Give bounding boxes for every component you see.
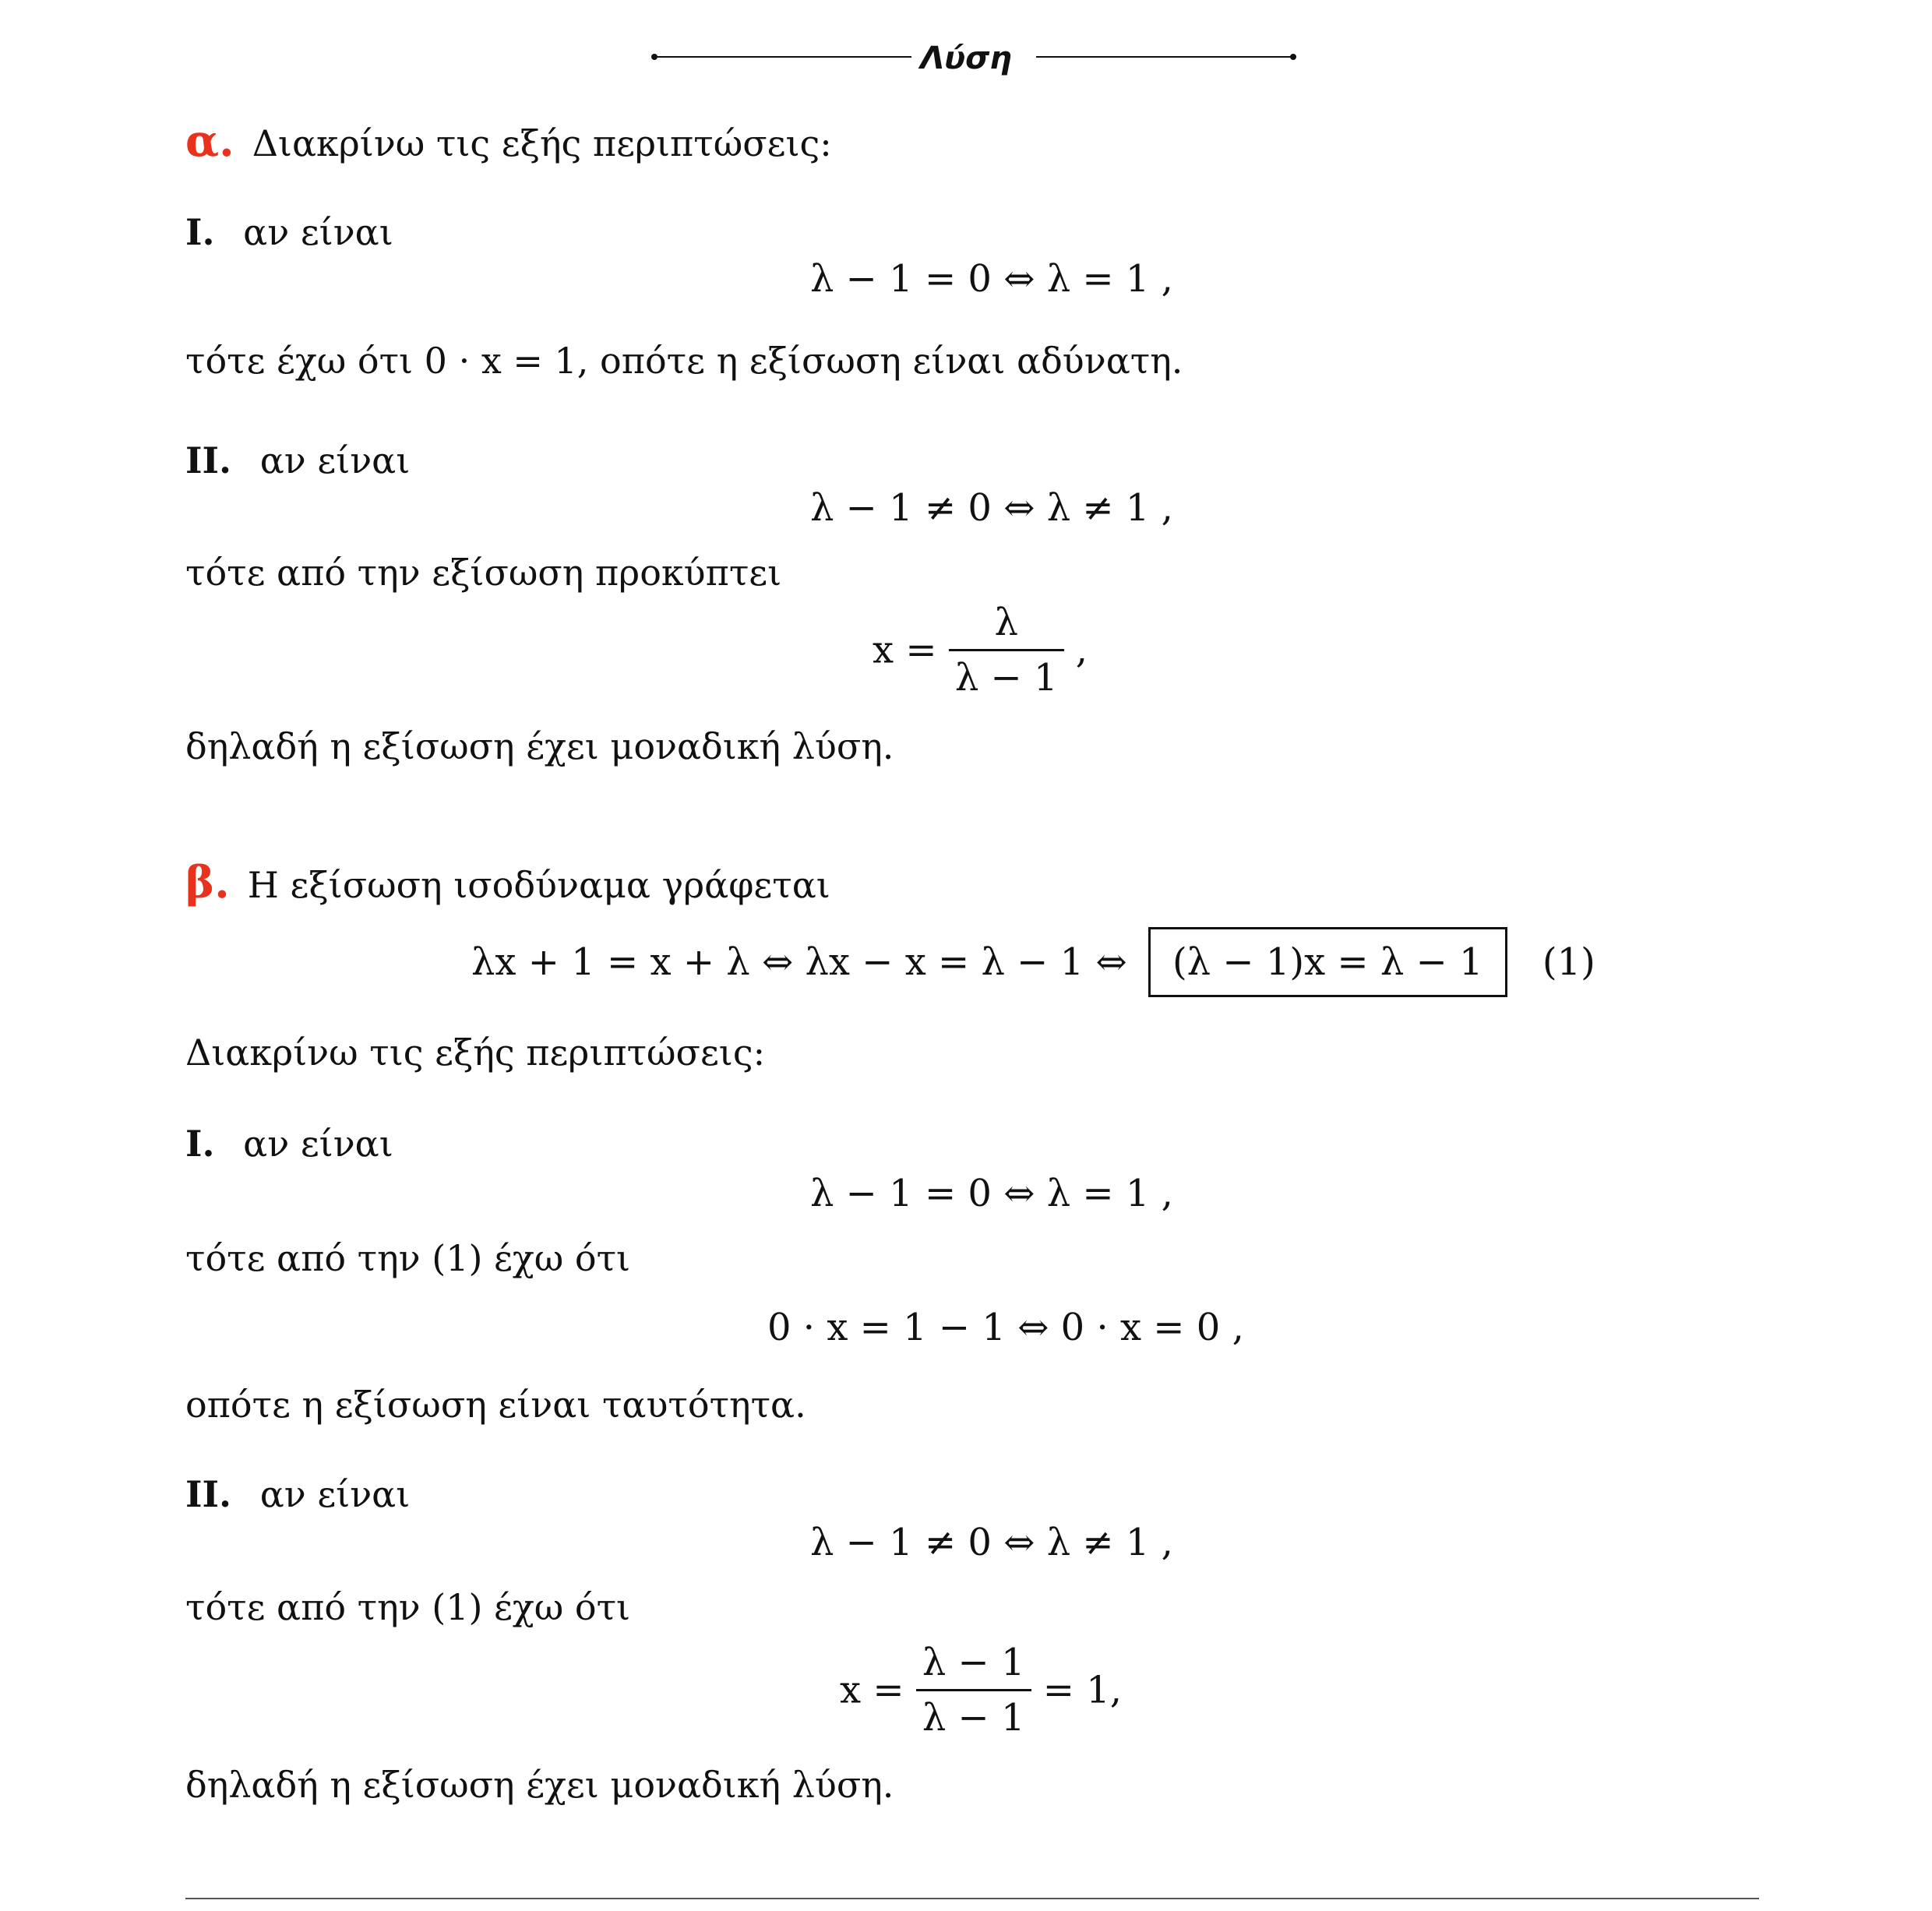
case-text: αν είναι bbox=[243, 1123, 393, 1165]
case-label: II. bbox=[185, 439, 232, 481]
fraction-tail: = 1, bbox=[1042, 1668, 1123, 1712]
case-label: II. bbox=[185, 1473, 232, 1515]
fraction bbox=[949, 601, 1064, 700]
fraction-tail: , bbox=[1075, 628, 1088, 672]
case-text: αν είναι bbox=[259, 1473, 411, 1515]
part-a-fraction-equation bbox=[873, 601, 1088, 700]
fraction-numerator: λ bbox=[994, 601, 1018, 644]
footer-rule bbox=[185, 1898, 1759, 1899]
part-a-heading bbox=[185, 115, 832, 167]
fraction bbox=[916, 1641, 1031, 1740]
part-b-case1-conclusion: οπότε η εξίσωση είναι ταυτότητα. bbox=[185, 1384, 806, 1426]
fraction-lhs: x = bbox=[873, 628, 937, 672]
part-b-intro2: Διακρίνω τις εξής περιπτώσεις: bbox=[185, 1031, 766, 1074]
part-b-heading bbox=[185, 857, 830, 908]
part-a-case1 bbox=[185, 211, 393, 253]
part-b-case1-equation: λ − 1 = 0 ⇔ λ = 1 , bbox=[810, 1172, 1173, 1215]
part-b-case1 bbox=[185, 1123, 393, 1165]
title-right-dot bbox=[1290, 54, 1296, 60]
part-b-case2-after: τότε από την (1) έχω ότι bbox=[185, 1586, 631, 1628]
part-b-case2-equation: λ − 1 ≠ 0 ⇔ λ ≠ 1 , bbox=[810, 1521, 1173, 1564]
part-a-conclusion: δηλαδή η εξίσωση έχει μοναδική λύση. bbox=[185, 725, 894, 767]
part-b-case2 bbox=[185, 1473, 411, 1515]
case-label: I. bbox=[185, 211, 215, 253]
part-b-case1-after: τότε από την (1) έχω ότι bbox=[185, 1237, 631, 1279]
part-b-intro: Η εξίσωση ισοδύναμα γράφεται bbox=[247, 864, 830, 906]
boxed-equation: (λ − 1)x = λ − 1 bbox=[1148, 927, 1507, 997]
part-a-intro: Διακρίνω τις εξής περιπτώσεις: bbox=[252, 122, 832, 164]
part-a-case2 bbox=[185, 439, 411, 481]
part-a-case1-after: τότε έχω ότι 0 · x = 1, οπότε η εξίσωση είναι αδύνατη. bbox=[185, 340, 1183, 382]
part-b-marker: β. bbox=[185, 857, 230, 908]
fraction-denominator: λ − 1 bbox=[949, 649, 1064, 696]
part-b-case1-equation2: 0 · x = 1 − 1 ⇔ 0 · x = 0 , bbox=[767, 1306, 1244, 1349]
part-b-fraction-equation bbox=[840, 1641, 1123, 1740]
case-text: αν είναι bbox=[243, 211, 393, 253]
case-label: I. bbox=[185, 1123, 215, 1165]
part-b-conclusion: δηλαδή η εξίσωση έχει μοναδική λύση. bbox=[185, 1764, 894, 1806]
fraction-lhs: x = bbox=[840, 1668, 904, 1712]
title-right-rule bbox=[1036, 56, 1293, 58]
main-equation: λx + 1 = x + λ ⇔ λx − x = λ − 1 ⇔ bbox=[471, 940, 1127, 984]
fraction-denominator: λ − 1 bbox=[916, 1689, 1031, 1736]
part-a-case1-equation: λ − 1 = 0 ⇔ λ = 1 , bbox=[810, 257, 1173, 301]
case-text: αν είναι bbox=[259, 439, 411, 481]
equation-tag: (1) bbox=[1542, 940, 1595, 984]
part-a-case2-equation: λ − 1 ≠ 0 ⇔ λ ≠ 1 , bbox=[810, 486, 1173, 530]
solution-title: Λύση bbox=[920, 41, 1012, 76]
fraction-numerator: λ − 1 bbox=[922, 1641, 1025, 1684]
part-b-main-equation-row bbox=[471, 927, 1595, 997]
part-a-case2-after: τότε από την εξίσωση προκύπτει bbox=[185, 552, 782, 594]
part-a-marker: α. bbox=[185, 115, 234, 167]
